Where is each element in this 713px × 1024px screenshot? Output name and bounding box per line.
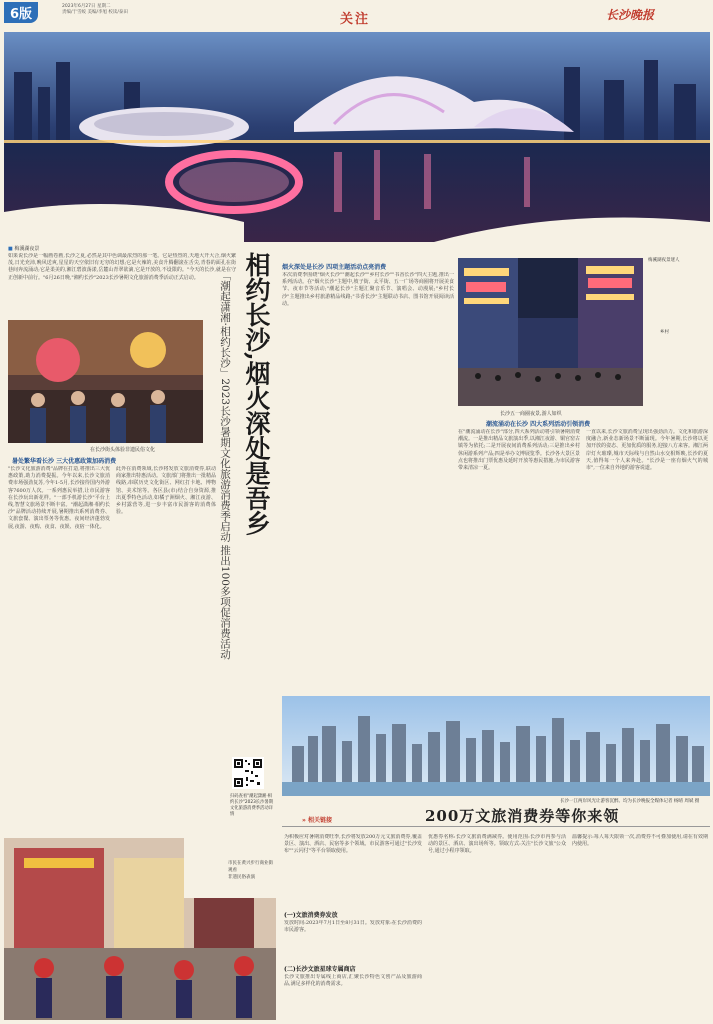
right-side-caption-2: 乡村 bbox=[660, 330, 669, 335]
editors: 责编/于雪蛟 美编/李旭 校读/泰田 bbox=[62, 10, 128, 15]
section-title: 关注 bbox=[340, 12, 371, 27]
city-skyline-image bbox=[282, 696, 710, 796]
street-scene-image bbox=[8, 320, 203, 443]
col3-body: 本次消费季围绕"烟火长沙""潮起长沙""乡村长沙""书香长沙"四大主题,推出一系列活动。在"烟火长沙"主题中,坡子街、太平街、五一广场等商圈将开展美食节、夜市节等活动;"潮起长沙"主题汇聚音乐节、演唱会、动漫展;"乡村长沙"主题推出乡村旅游精品线路;"书香长沙"主题联动书店、图书馆开展阅读活动。 bbox=[282, 272, 454, 307]
double-arrow-icon: » bbox=[302, 817, 306, 824]
street-performance-photo bbox=[8, 320, 203, 443]
page-number: 6版 bbox=[4, 2, 38, 23]
caption-marker-icon: ■ bbox=[8, 246, 13, 252]
qr-code-icon bbox=[232, 757, 264, 789]
col4-heading: 潮流涌动在长沙 四大系列活动引领消费 bbox=[486, 421, 591, 428]
bottom-sub2-body: 长沙文旅推出专属线上商店,汇聚长沙特色文创产品及旅游商品,满足多样化的消费需求。 bbox=[284, 974, 422, 988]
bottom-title: 200万文旅消费券等你来领 bbox=[425, 807, 620, 825]
bottom-photo-caption bbox=[228, 860, 276, 881]
bottom-col-mid: 优惠券名称:长沙文旅消费满减券。使用范围:长沙市内参与活动的景区、酒店、演出场所等。领取方式:关注"长沙文旅"公众号,通过小程序领取。 bbox=[428, 834, 566, 855]
bottom-divider bbox=[282, 826, 710, 827]
related-link-label bbox=[302, 815, 332, 824]
left-section-heading: 暑处繁华看长沙 三大优惠政策加码消费 bbox=[12, 458, 117, 465]
bottom-caption-line-1: 市民在黄兴步行商业街观看 bbox=[228, 861, 273, 873]
left-section-body-1: "长沙文化旅游消费"品牌在打造,将推出三大优惠政策,助力消费提振。今年以来,长沙文旅消费市场强劲复苏,今年1-5月,长沙接待国内外游客7600万人次。一系列惠民举措,让市民游客在长沙玩出新花样。"一部手机游长沙"平台上线,智慧文旅场景不断丰富。"潮起潇湘·相约长沙"品牌活动持续开展,暑期推出系列消费券、文旅套餐、演出票务等优惠。夜间经济蓬勃发展,夜游、夜购、夜食、夜娱、夜宿一体化。 bbox=[8, 466, 110, 530]
hero-caption-text: 梅溪湖夜景 bbox=[14, 246, 40, 252]
main-kicker: 「潮起潇湘·相约长沙」2023长沙暑期文化旅游消费季启动 推出100多项促消费活动 bbox=[219, 270, 231, 660]
street-night-image bbox=[458, 258, 643, 406]
intro-paragraph: 如果说长沙是一幅画卷画,长沙之夏,必然是其中色调最浓烈的那一笔。它是热烈的,天地大开大合,烟火繁茂,日光充沛,晚风送爽,星星的天空依旧有无穷的幻想;它是火辣的,美食升腾翻滚在舌尖,青春的面孔在街巷间奔流涌动;它是柔美的,湘江碧波荡漾,岳麓山青翠欲滴,它是开放的,不设限的。"今天的长沙,就是在守正创新中前行。"6月26日晚,"湘约长沙"2023长沙暑期文化旅游消费季活动正式启动。 bbox=[8, 253, 236, 281]
skyline-photo bbox=[282, 696, 710, 796]
commercial-street-photo bbox=[458, 258, 643, 406]
bottom-sub1-body: 发放时间:2023年7月1日至8月31日。发放对象:在长沙消费的市民游客。 bbox=[284, 920, 422, 934]
newspaper-logo: 长沙晚报 bbox=[606, 8, 655, 22]
bottom-sub2: (二)长沙文旅星球专属商店 bbox=[284, 966, 356, 973]
skyline-caption: 长沙一江两岸风光让游客沉醉。均为长沙晚报全媒体记者 杨晴 周斌 摄 bbox=[560, 799, 700, 804]
col3-heading: 烟火深处是长沙 四项主题活动点亮消费 bbox=[282, 264, 387, 271]
bottom-intro: 为积极应对暑期消费旺季,长沙将发放200万元文旅消费券,覆盖景区、演出、酒店、民宿等多个领域。市民游客可通过"长沙发布""云闪付"等平台领取使用。 bbox=[284, 834, 422, 855]
bottom-sub1: (一)文旅消费券发放 bbox=[284, 912, 338, 919]
hero-photo bbox=[4, 32, 710, 242]
bottom-caption-line-2: 非遗民俗表演 bbox=[228, 875, 255, 880]
hero-caption bbox=[8, 245, 39, 252]
left-photo-caption: 在长沙街头体验非遗民俗文化 bbox=[90, 447, 156, 453]
date-line bbox=[62, 4, 128, 16]
bottom-col-right: 温馨提示:每人每天限领一次,消费券不可叠加使用,请在有效期内使用。 bbox=[572, 834, 708, 848]
main-headline: 相约长沙,烟火深处是吾乡 bbox=[242, 252, 271, 536]
col2-body: 此外在消费领域,长沙将发放文旅消费券,联动商家推出特惠活动。文旅部门将推出一批精品线路,串联历史文化街区、网红打卡地、博物馆、美术馆等。各区县(市)结合自身资源,推出夏季特色活动,如橘子洲烟火、湘江夜游、乡村露营等,进一步丰富市民游客的消费体验。 bbox=[116, 466, 216, 516]
related-link-text: 相关链接 bbox=[307, 817, 332, 824]
date: 2023年6月27日 星期二 bbox=[62, 4, 111, 9]
qr-caption: 扫码查看"潮起潇湘·相约长沙"2023长沙暑期文化旅游消费季活动详情 bbox=[230, 794, 273, 817]
qr-code[interactable] bbox=[232, 757, 264, 789]
right-side-caption-1: 梅溪湖夜景迷人 bbox=[648, 258, 680, 263]
right-photo-caption: 长沙五一商圈夜景,游人如织 bbox=[500, 411, 562, 417]
header-rule bbox=[0, 29, 713, 30]
col4-body: 在"潮流涌动在长沙"部分,四大系列活动将引领暑期消费潮流。一是推出精品文旅演出季,以湘江夜游、铜官窑古镇等为依托;二是开展夜间消费系列活动;三是推出乡村休闲游系列产品;四是举办文博展览季。长沙各大景区景点也将推出门票优惠及延时开放等惠民措施,为市民游客带来清凉一夏。 bbox=[458, 429, 580, 472]
col5-body: 一直以来,长沙文旅消费呈现出强劲活力。文化和旅游深度融合,新业态新场景不断涌现。今年暑期,长沙将以更加开放的姿态、更加优质的服务,迎接八方来客。湘江两岸灯火璀璨,城市天际线与自然山水交相辉映,长沙的夏天,值得每一个人来奔赴。"长沙是一座有烟火气的城市",一位来自外地的游客说道。 bbox=[586, 429, 708, 472]
night-city-photo bbox=[4, 32, 710, 242]
